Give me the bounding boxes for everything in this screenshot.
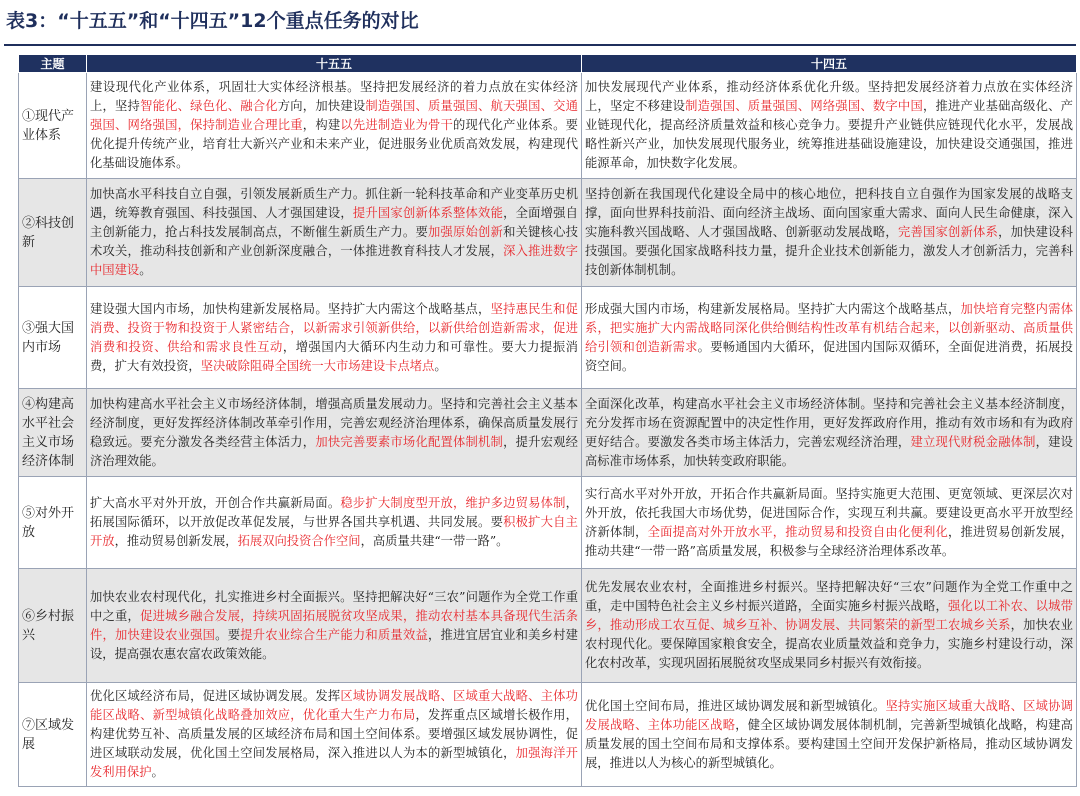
plan-15-cell [87,179,582,287]
highlight-text: 加强海洋开发利用保护 [90,746,578,779]
plan-14-cell [582,73,1077,179]
topic-cell: ⑦区域发展 [19,683,87,787]
highlight-text: 智能化、绿色化、融合化 [140,99,278,113]
cell-text [90,300,578,376]
plan-14-cell [582,683,1077,787]
body-text: 加快构建高水平社会主义市场经济体制，增强高质量发展动力。坚持和完善社会主义基本经济制度，更好发挥经济体制改革牵引作用，完善宏观经济治理体系，确保高质量发展行稳致远。要充分激发各类经营主体活力， [90,396,578,449]
body-text: 的现代化产业体系。要优化提升传统产业，培育壮大新兴产业和未来产业，促进服务业优质高效发展，构建现代化基础设施体系。 [90,118,578,170]
body-text: 优化国土空间布局，推进区域协调发展和新型城镇化。 [585,698,886,713]
body-text: 加快发展现代产业体系，推动经济体系优化升级。坚持把发展经济着力点放在实体经济上，坚定不移建设 [585,80,1073,113]
body-text: ，拓展国际循环，以开放促改革促发展，与世界各国共享机遇、共同发展。要 [90,496,578,529]
cell-text [585,78,1073,173]
body-text: 。 [434,358,447,373]
topic-cell: ①现代产业体系 [19,73,87,179]
body-text: ，增强国内大循环内生动力和可靠性。要大力提振消费，扩大有效投资， [90,339,578,373]
cell-text [585,697,1073,773]
cell-text [90,78,578,173]
topic-cell: ④构建高水平社会主义市场经济体制 [19,389,87,477]
body-text: 建设现代化产业体系，巩固壮大实体经济根基。坚持把发展经济的着力点放在实体经济上，坚持 [90,80,578,113]
highlight-text: 加快培育完整内需体系，把实施扩大内需战略同深化供给侧结构性改革有机结合起来，以创新驱动、高质量供给引领和创造新需求 [585,301,1073,354]
cell-text [90,494,578,551]
body-text: 加快农业农村现代化，扎实推进乡村全面振兴。坚持把解决好“三农”问题作为全党工作重中之重， [90,589,578,623]
table-row [19,683,1077,787]
highlight-text: 坚持惠民生和促消费、投资于物和投资于人紧密结合，以新需求引领新供给，以新供给创造新需求，促进消费和投资、供给和需求良性互动 [90,301,578,354]
body-text: ，提升宏观经济治理效能。 [90,434,578,468]
body-text: ，全面增强自主创新能力，抢占科技发展制高点，不断催生新质生产力。要 [90,206,578,239]
plan-14-cell [582,477,1077,569]
cell-text [90,185,578,280]
highlight-text: 以先进制造业为骨干 [340,118,454,132]
highlight-text: 建立现代财税金融体制 [910,434,1036,449]
table-row [19,477,1077,569]
body-text: ，构建 [302,118,341,132]
body-text: 坚持创新在我国现代化建设全局中的核心地位，把科技自立自强作为国家发展的战略支撑，面向世界科技前沿、面向经济主战场、面向国家重大需求、面向人民生命健康，深入实施科教兴国战略、人才强国战略、创新驱动发展战略， [585,187,1073,239]
body-text: ，推进产业基础高级化、产业链现代化，提高经济质量效益和核心竞争力。要提升产业链供应链现代化水平，发展战略性新兴产业，加快发展现代服务业，统筹推进基础设施建设，加快建设交通强国，推进能源革命，加快数字化发展。 [585,99,1073,170]
highlight-text: 加强原始创新 [427,225,504,239]
highlight-text: 加快完善要素市场化配置体制机制 [315,434,504,449]
body-text: 。 [151,765,164,779]
body-text: 扩大高水平对外开放，开创合作共赢新局面。 [90,496,341,510]
highlight-text: 制造强国、质量强国、航天强国、交通强国、网络强国，保持制造业合理比重 [90,99,578,132]
table-header-row [19,55,1077,73]
highlight-text: 稳步扩大制度型开放，维护多边贸易体制 [340,496,566,510]
body-text: 建设强大国内市场，加快构建新发展格局。坚持扩大内需这个战略基点， [90,301,491,316]
table-row [19,569,1077,683]
topic-cell: ⑤对外开放 [19,477,87,569]
body-text: 实行高水平对外开放，开拓合作共赢新局面。坚持实施更大范围、更宽领域、更深层次对外开放，依托我国大市场优势，促进国际合作，实现互利共赢。要建设更高水平开放型经济新体制， [585,486,1073,539]
plan-14-cell [582,287,1077,389]
body-text: ，高质量共建“一带一路”。 [360,534,509,548]
table-row [19,287,1077,389]
cell-text [585,485,1073,561]
highlight-text: 全面提高对外开放水平，推动贸易和投资自由化便利化 [647,524,949,539]
plan-15-cell [87,569,582,683]
body-text: 和关键核心技术攻关，推动科技创新和产业创新深度融合，一体推进教育科技人才发展， [90,225,578,258]
cell-text [585,578,1073,673]
body-text: ，推进贸易创新发展，推动共建“一带一路”高质量发展，积极参与全球经济治理体系改革。 [585,524,1073,558]
topic-cell: ⑥乡村振兴 [19,569,87,683]
body-text: 优化区域经济布局，促进区域协调发展。发挥 [90,689,341,703]
highlight-text: 区域协调发展战略、区域重大战略、主体功能区战略、新型城镇化战略叠加效应，优化重大生产力布局 [90,689,578,722]
body-text: ，推进宜居宜业和美乡村建设，提高强农惠农富农政策效能。 [90,627,578,661]
highlight-text: 深入推进数字中国建设 [90,244,578,277]
body-text: 。 [139,263,152,277]
plan-15-cell [87,389,582,477]
header-topic: 主题 [19,55,87,73]
body-text: ，加快建设科技强国。要强化国家战略科技力量，提升企业技术创新能力，激发人才创新活力，完善科技创新体制机制。 [585,225,1073,277]
body-text: ，加快农业农村现代化。要保障国家粮食安全，提高农业质量效益和竞争力，实施乡村建设行动，深化农村改革，实现巩固拓展脱贫攻坚成果同乡村振兴有效衔接。 [585,618,1073,670]
cell-text [90,395,578,471]
highlight-text: 提升国家创新体系整体效能 [352,206,504,220]
cell-text [90,588,578,664]
plan-14-cell [582,179,1077,287]
cell-text [90,687,578,782]
table-row [19,389,1077,477]
body-text: 加快高水平科技自立自强，引领发展新质生产力。抓住新一轮科技革命和产业变革历史机遇，统筹教育强国、科技强国、人才强国建设， [90,187,578,220]
plan-15-cell [87,683,582,787]
highlight-text: 制造强国、质量强国、网络强国、数字中国 [685,99,923,113]
plan-15-cell [87,287,582,389]
highlight-text: 坚决破除阻碍全国统一大市场建设卡点堵点 [200,358,435,373]
highlight-text: 强化以工补农、以城带乡，推动形成工农互促、城乡互补、协调发展、共同繁荣的新型工农城乡关系 [585,599,1073,632]
cell-text [585,185,1073,280]
body-text: ，建设高标准市场体系，加快转变政府职能。 [585,434,1073,468]
cell-text [585,395,1073,471]
cell-text [585,300,1073,376]
plan-14-cell [582,389,1077,477]
highlight-text: 积极扩大自主开放 [90,515,578,548]
body-text: ，发挥重点区域增长极作用，构建优势互补、高质量发展的区域经济布局和国土空间体系。要增强区域发展协调性，促进区域联动发展，优化国土空间发展格局，深入推进以人为本的新型城镇化， [90,708,578,760]
header-15th-plan: 十五五 [87,55,582,73]
body-text: 。要畅通国内大循环，促进国内国际双循环，全面促进消费，拓展投资空间。 [585,339,1073,373]
highlight-text: 完善国家创新体系 [897,225,999,239]
table-caption: 表3：“十五五”和“十四五”12个重点任务的对比 [4,0,1076,46]
table-row [19,73,1077,179]
plan-15-cell [87,477,582,569]
body-text: ，健全区域协调发展体制机制，完善新型城镇化战略，构建高质量发展的国土空间布局和支撑体系。要构建国土空间开发保护新格局，推动区域协调发展，推进以人为核心的新型城镇化。 [585,717,1073,770]
body-text: 全面深化改革，构建高水平社会主义市场经济体制。坚持和完善社会主义基本经济制度，充分发挥市场在资源配置中的决定性作用，更好发挥政府作用，推动有效市场和有为政府更好结合。要激发各类市场主体活力，完善宏观经济治理， [585,396,1073,449]
table-row [19,179,1077,287]
highlight-text: 拓展双向投资合作空间 [237,534,361,548]
plan-14-cell [582,569,1077,683]
plan-15-cell [87,73,582,179]
body-text: 。要 [215,627,241,642]
comparison-table [18,54,1077,787]
highlight-text: 促进城乡融合发展，持续巩固拓展脱贫攻坚成果，推动农村基本具备现代生活条件，加快建设农业强国 [90,608,578,642]
body-text: ，推动贸易创新发展， [114,534,238,548]
highlight-text: 坚持实施区域重大战略、区域协调发展战略、主体功能区战略 [585,698,1073,732]
body-text: 优先发展农业农村，全面推进乡村振兴。坚持把解决好“三农”问题作为全党工作重中之重，走中国特色社会主义乡村振兴道路，全面实施乡村振兴战略， [585,580,1073,613]
body-text: 形成强大国内市场，构建新发展格局。坚持扩大内需这个战略基点， [585,301,961,316]
header-14th-plan: 十四五 [582,55,1077,73]
topic-cell: ②科技创新 [19,179,87,287]
body-text: 方向，加快建设 [277,99,366,113]
highlight-text: 提升农业综合生产能力和质量效益 [240,627,428,642]
topic-cell: ③强大国内市场 [19,287,87,389]
